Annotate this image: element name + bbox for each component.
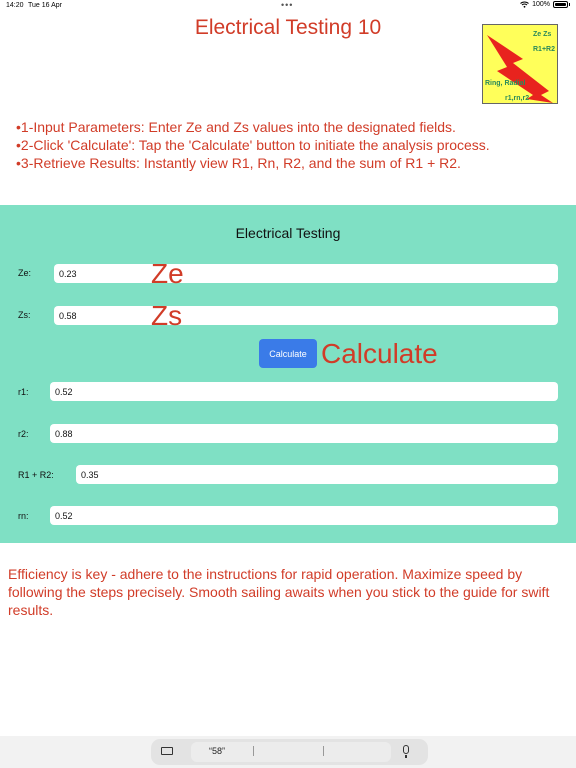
r1-plus-r2-output[interactable] (76, 465, 558, 484)
zs-label: Zs: (18, 310, 31, 320)
r2-output[interactable] (50, 424, 558, 443)
r1-plus-r2-label: R1 + R2: (18, 470, 54, 480)
battery-percent: 100% (532, 1, 550, 8)
instruction-item: •3-Retrieve Results: Instantly view R1, Rn, R2, and the sum of R1 + R2. (16, 155, 461, 171)
predictive-suggestions (191, 742, 391, 762)
panel-title: Electrical Testing (235, 225, 341, 241)
suggestion-divider (253, 746, 254, 756)
keyboard-icon[interactable] (161, 747, 173, 755)
calculate-big-label: Calculate (321, 338, 438, 369)
keyboard-pill (151, 739, 428, 765)
suggestion-item[interactable]: “58” (209, 746, 226, 756)
multitasking-dots[interactable]: ••• (281, 0, 294, 10)
status-right (520, 1, 570, 8)
logo-text-r1rnr2: r1,rn,r2 (505, 95, 530, 102)
logo-text-ring-radial: Ring, Radial (485, 80, 526, 87)
app-logo (482, 24, 558, 104)
suggestion-divider (323, 746, 324, 756)
zs-big-label: Zs (151, 300, 183, 331)
r2-label: r2: (18, 429, 29, 439)
calculate-button[interactable]: Calculate (259, 339, 317, 368)
battery-icon (553, 1, 568, 8)
instructions-list (16, 118, 490, 172)
zs-input[interactable] (54, 306, 558, 325)
battery-tip (569, 3, 570, 6)
ze-label: Ze: (18, 268, 32, 278)
status-bar (0, 0, 576, 12)
ze-big-label: Ze (151, 258, 184, 289)
status-time: 14:20 (6, 2, 24, 9)
calculator-panel (0, 205, 576, 543)
rn-output[interactable] (50, 506, 558, 525)
r1-label: r1: (18, 387, 29, 397)
ze-input[interactable] (54, 264, 558, 283)
logo-text-r1r2: R1+R2 (533, 46, 555, 53)
wifi-icon (520, 1, 529, 8)
page-title: Electrical Testing 10 (194, 16, 382, 39)
efficiency-note: Efficiency is key - adhere to the instructions for rapid operation. Maximize speed by following the steps precisely. Smooth sailing awaits when you stick to the guide for swift results. (8, 566, 550, 618)
instruction-item: •2-Click 'Calculate': Tap the 'Calculate' button to initiate the analysis process. (16, 137, 490, 153)
r1-output[interactable] (50, 382, 558, 401)
rn-label: rn: (18, 511, 29, 521)
microphone-stand (405, 755, 407, 758)
instruction-item: •1-Input Parameters: Enter Ze and Zs values into the designated fields. (16, 119, 456, 135)
logo-text-ze-zs: Ze Zs (533, 31, 552, 38)
keyboard-shortcut-bar (0, 736, 576, 768)
microphone-icon[interactable] (403, 745, 409, 754)
status-date: Tue 16 Apr (28, 2, 62, 9)
